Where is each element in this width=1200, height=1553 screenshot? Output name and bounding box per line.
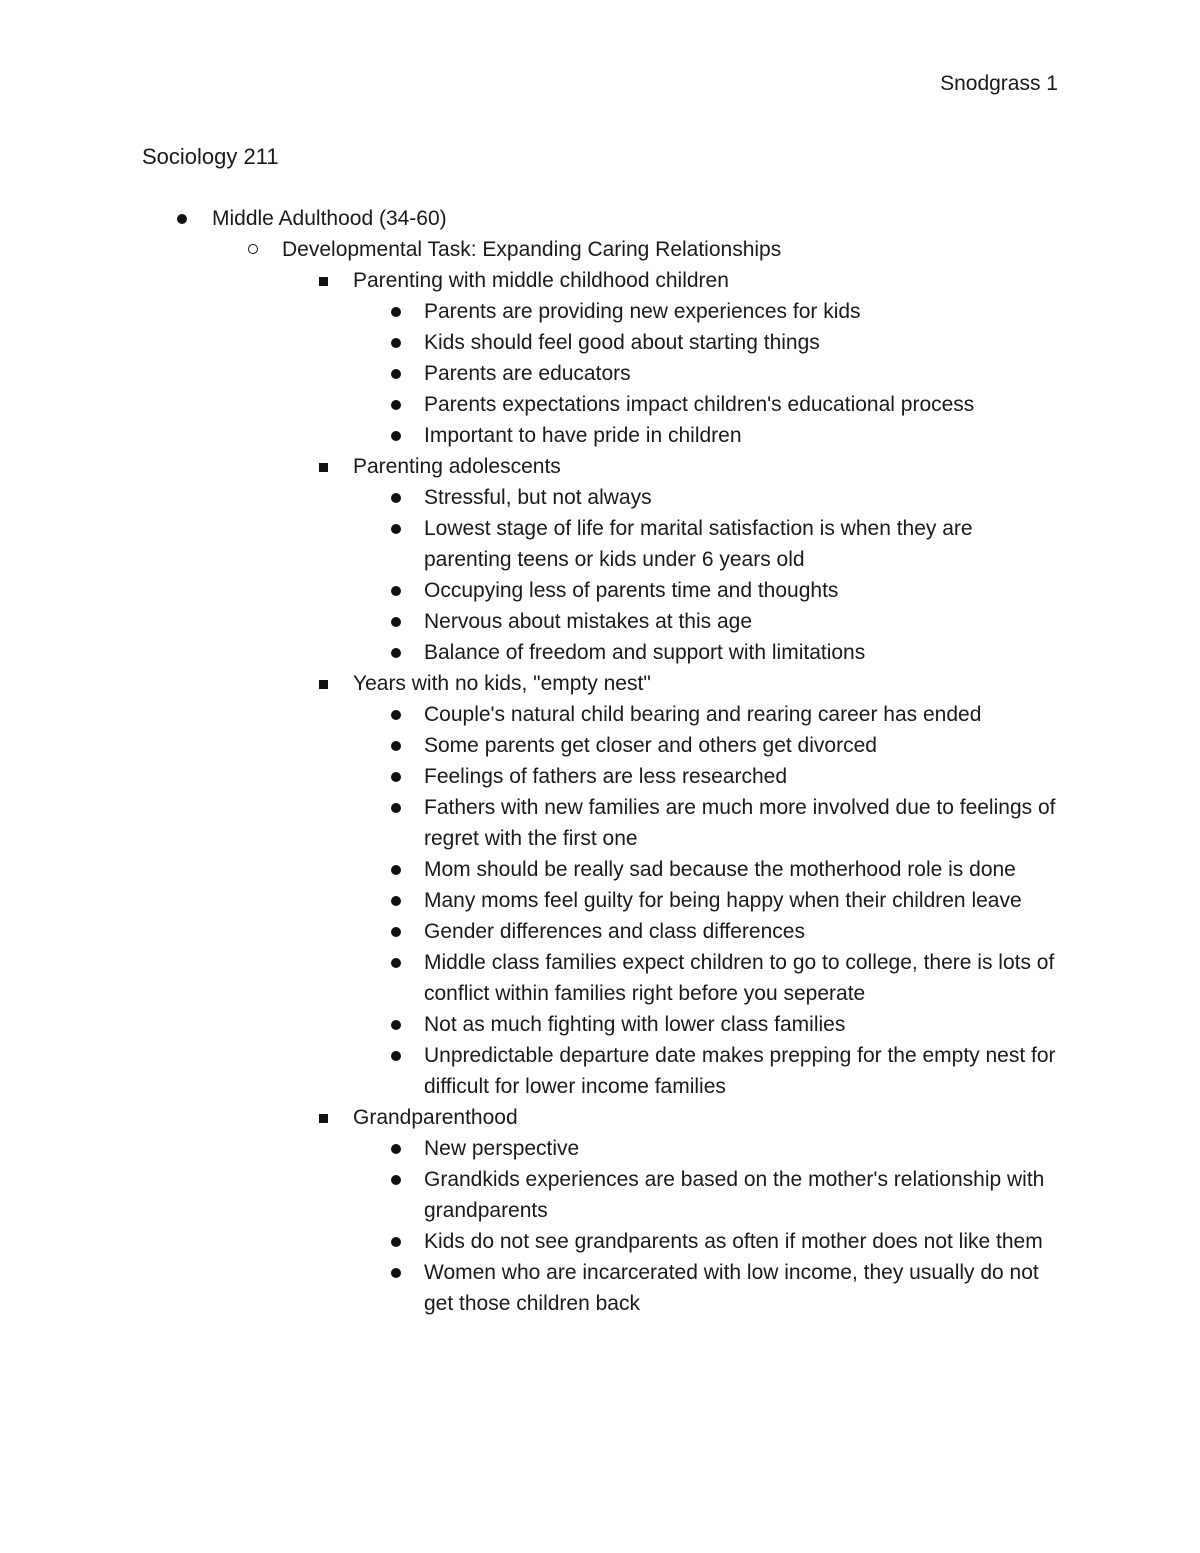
bullet-disc-icon bbox=[391, 1020, 401, 1030]
bullet-disc-icon bbox=[391, 710, 401, 720]
list-item bbox=[0, 761, 1200, 792]
bullet-disc-icon bbox=[391, 772, 401, 782]
list-item bbox=[0, 606, 1200, 637]
bullet-disc-icon bbox=[391, 617, 401, 627]
list-item bbox=[0, 575, 1200, 606]
list-item-text: Unpredictable departure date makes prepping for the empty nest for difficult for lower income families bbox=[424, 1044, 1056, 1098]
task-text: Developmental Task: Expanding Caring Relationships bbox=[282, 238, 782, 261]
topic-text: Middle Adulthood (34-60) bbox=[212, 207, 447, 230]
list-item-text: Middle class families expect children to go to college, there is lots of conflict within families right before you seperate bbox=[424, 951, 1055, 1005]
bullet-disc-icon bbox=[177, 214, 187, 224]
list-item bbox=[0, 389, 1200, 420]
bullet-disc-icon bbox=[391, 1268, 401, 1278]
list-item bbox=[0, 854, 1200, 885]
bullet-disc-icon bbox=[391, 1144, 401, 1154]
list-item-text: Mom should be really sad because the motherhood role is done bbox=[424, 858, 1016, 881]
bullet-disc-icon bbox=[391, 307, 401, 317]
list-item bbox=[0, 885, 1200, 916]
list-item bbox=[0, 730, 1200, 761]
list-item-text: Lowest stage of life for marital satisfaction is when they are parenting teens or kids under 6 years old bbox=[424, 517, 973, 571]
bullet-disc-icon bbox=[391, 338, 401, 348]
bullet-square-icon bbox=[319, 680, 328, 689]
bullet-disc-icon bbox=[391, 958, 401, 968]
bullet-disc-icon bbox=[391, 400, 401, 410]
bullet-disc-icon bbox=[391, 648, 401, 658]
section-heading-text: Parenting adolescents bbox=[353, 455, 561, 478]
list-item-text: Not as much fighting with lower class families bbox=[424, 1013, 846, 1036]
list-item bbox=[0, 513, 1200, 575]
section-heading bbox=[0, 1102, 1200, 1133]
list-item bbox=[0, 1257, 1200, 1319]
list-item-text: Fathers with new families are much more involved due to feelings of regret with the first one bbox=[424, 796, 1056, 850]
list-item bbox=[0, 1133, 1200, 1164]
section-heading bbox=[0, 668, 1200, 699]
list-item bbox=[0, 699, 1200, 730]
list-item-text: Important to have pride in children bbox=[424, 424, 742, 447]
outline-list bbox=[0, 203, 1200, 1319]
list-item-text: Gender differences and class differences bbox=[424, 920, 805, 943]
list-item-text: Parents are educators bbox=[424, 362, 631, 385]
bullet-square-icon bbox=[319, 1114, 328, 1123]
list-item bbox=[0, 916, 1200, 947]
bullet-disc-icon bbox=[391, 741, 401, 751]
bullet-disc-icon bbox=[391, 1237, 401, 1247]
list-item bbox=[0, 792, 1200, 854]
bullet-circle-icon bbox=[248, 244, 258, 254]
outline-task bbox=[0, 234, 1200, 265]
bullet-square-icon bbox=[319, 277, 328, 286]
list-item bbox=[0, 358, 1200, 389]
running-head: Snodgrass 1 bbox=[940, 72, 1058, 95]
section-heading-text: Years with no kids, "empty nest" bbox=[353, 672, 651, 695]
list-item bbox=[0, 637, 1200, 668]
list-item bbox=[0, 1226, 1200, 1257]
bullet-disc-icon bbox=[391, 586, 401, 596]
bullet-disc-icon bbox=[391, 431, 401, 441]
list-item-text: Grandkids experiences are based on the mother's relationship with grandparents bbox=[424, 1168, 1045, 1222]
section-heading-text: Grandparenthood bbox=[353, 1106, 518, 1129]
bullet-disc-icon bbox=[391, 865, 401, 875]
bullet-disc-icon bbox=[391, 524, 401, 534]
list-item-text: Stressful, but not always bbox=[424, 486, 652, 509]
section-heading bbox=[0, 265, 1200, 296]
list-item bbox=[0, 296, 1200, 327]
bullet-disc-icon bbox=[391, 803, 401, 813]
list-item-text: Kids should feel good about starting things bbox=[424, 331, 820, 354]
section-heading bbox=[0, 451, 1200, 482]
list-item-text: Women who are incarcerated with low income, they usually do not get those children back bbox=[424, 1261, 1039, 1315]
list-item bbox=[0, 947, 1200, 1009]
section-heading-text: Parenting with middle childhood children bbox=[353, 269, 729, 292]
list-item bbox=[0, 1164, 1200, 1226]
list-item-text: Balance of freedom and support with limitations bbox=[424, 641, 866, 664]
list-item-text: Occupying less of parents time and thoughts bbox=[424, 579, 839, 602]
bullet-disc-icon bbox=[391, 927, 401, 937]
list-item-text: New perspective bbox=[424, 1137, 580, 1160]
bullet-disc-icon bbox=[391, 1175, 401, 1185]
list-item-text: Parents are providing new experiences for kids bbox=[424, 300, 861, 323]
list-item bbox=[0, 1009, 1200, 1040]
list-item bbox=[0, 420, 1200, 451]
list-item-text: Many moms feel guilty for being happy when their children leave bbox=[424, 889, 1022, 912]
list-item-text: Couple's natural child bearing and rearing career has ended bbox=[424, 703, 982, 726]
list-item bbox=[0, 482, 1200, 513]
bullet-disc-icon bbox=[391, 896, 401, 906]
bullet-square-icon bbox=[319, 463, 328, 472]
outline-topic bbox=[0, 203, 1200, 234]
list-item-text: Kids do not see grandparents as often if mother does not like them bbox=[424, 1230, 1043, 1253]
course-title: Sociology 211 bbox=[142, 144, 279, 169]
bullet-disc-icon bbox=[391, 1051, 401, 1061]
list-item bbox=[0, 1040, 1200, 1102]
list-item-text: Parents expectations impact children's educational process bbox=[424, 393, 975, 416]
list-item-text: Nervous about mistakes at this age bbox=[424, 610, 753, 633]
list-item-text: Feelings of fathers are less researched bbox=[424, 765, 788, 788]
list-item bbox=[0, 327, 1200, 358]
bullet-disc-icon bbox=[391, 369, 401, 379]
list-item-text: Some parents get closer and others get divorced bbox=[424, 734, 877, 757]
bullet-disc-icon bbox=[391, 493, 401, 503]
